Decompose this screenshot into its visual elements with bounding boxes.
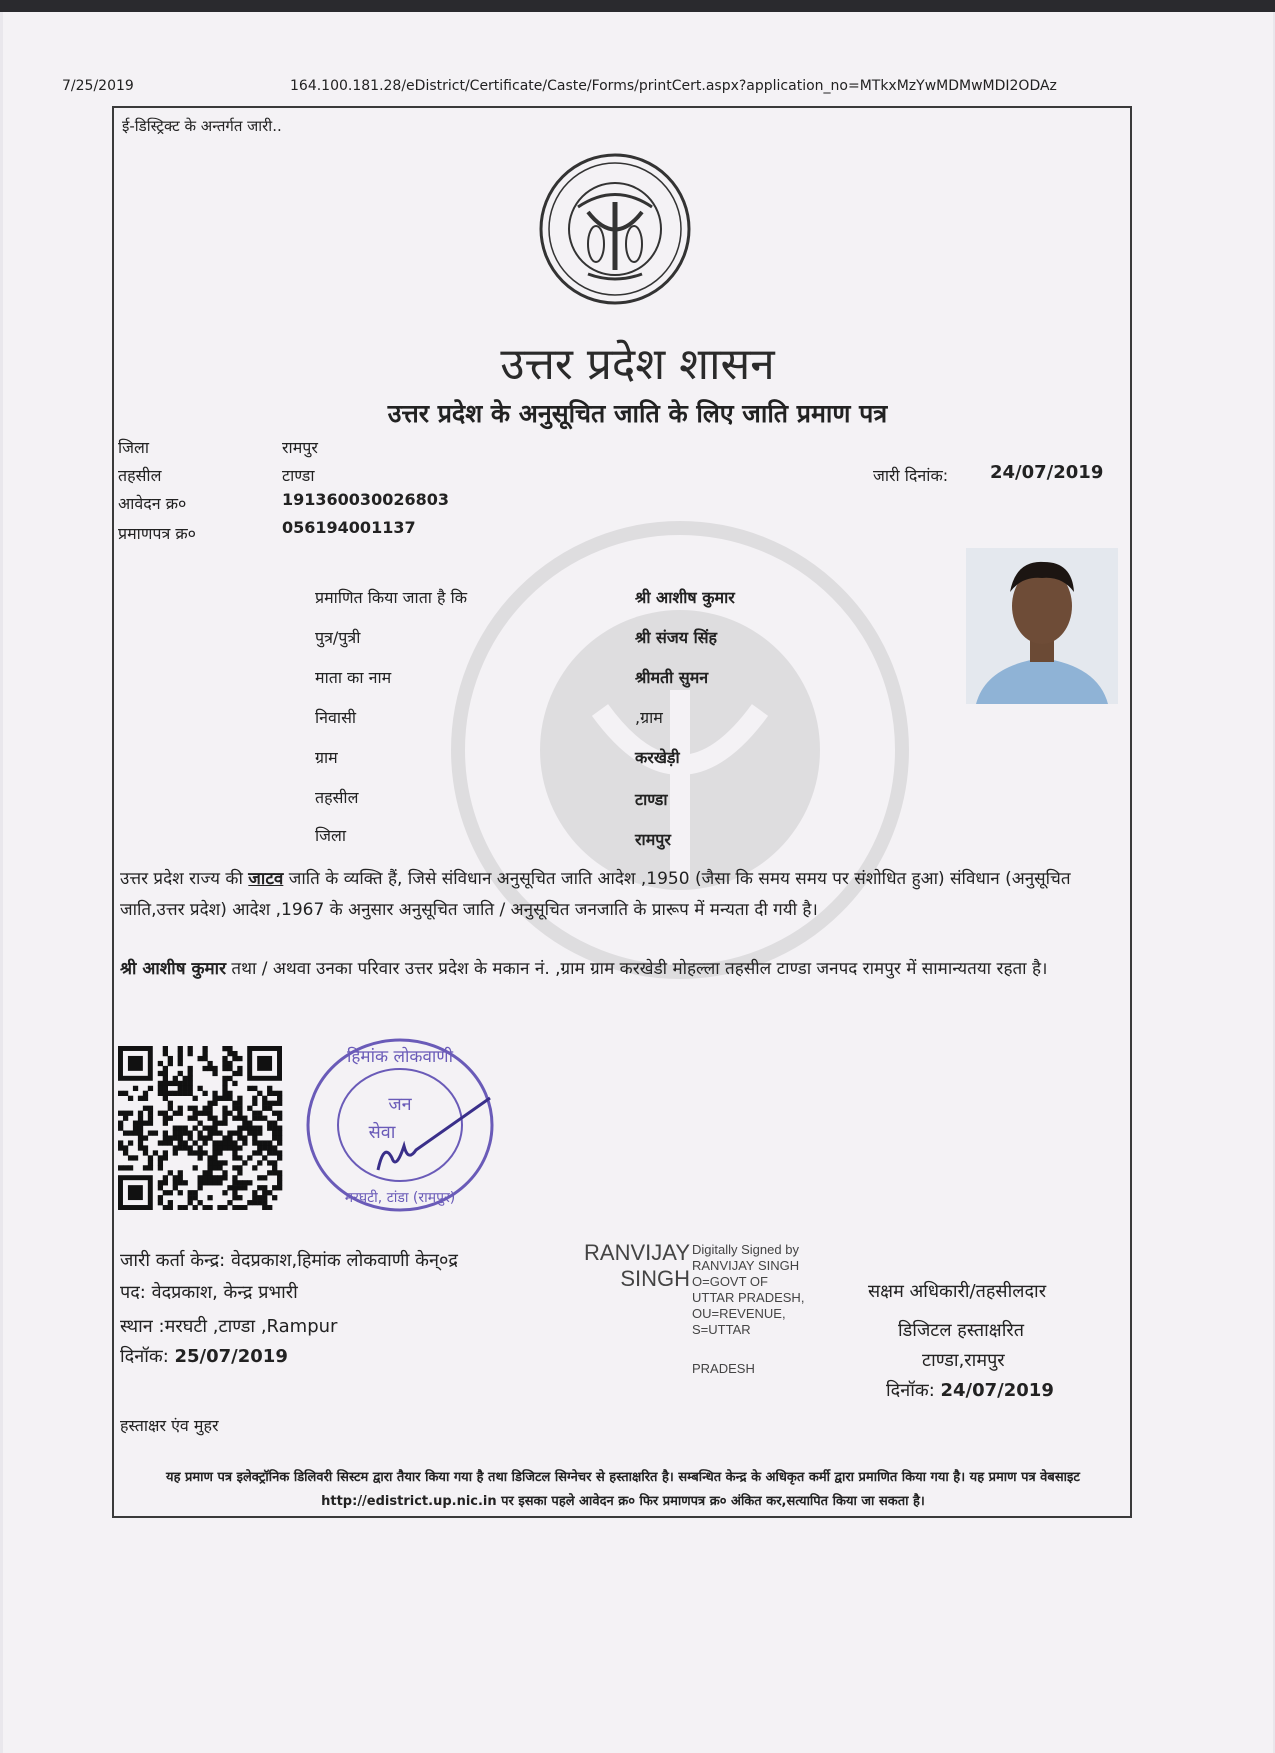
tehsil-value: टाण्डा xyxy=(282,466,315,485)
detail-value-resident: ,ग्राम xyxy=(635,708,663,727)
signature-detail-2: RANVIJAY SINGH xyxy=(692,1258,800,1273)
statement-suffix: जाति के व्यक्ति हैं, जिसे संविधान अनुसूचित जाति आदेश ,1950 (जैसा कि समय समय पर संशोधित हुआ) संविधान (अनुसूचित जाति,उत्तर प्रदेश) आदेश ,1967 के अनुसार अनुसूचित जाति / अनुसूचित जनजाति के प्रारूप में मन्यता दी गयी है। xyxy=(120,869,1071,920)
stamp-ring-text: हिमांक लोकवाणी xyxy=(347,1047,453,1067)
detail-label-district: जिला xyxy=(315,826,347,845)
detail-value-father: श्री संजय सिंह xyxy=(635,628,718,647)
signature-detail-4: UTTAR PRADESH, xyxy=(692,1290,805,1305)
issuing-center-line: जारी कर्ता केन्द्र: वेदप्रकाश,हिमांक लोकवाणी केन्०द्र xyxy=(120,1250,458,1271)
up-state-emblem xyxy=(538,152,692,306)
detail-value-village: करखेड़ी xyxy=(635,748,680,767)
detail-label-village: ग्राम xyxy=(315,748,338,767)
authority-date xyxy=(886,1378,1054,1402)
government-title: उत्तर प्रदेश शासन xyxy=(500,339,775,390)
issue-date: 24/07/2019 xyxy=(990,462,1104,483)
detail-value-name: श्री आशीष कुमार xyxy=(635,588,735,607)
residence-statement xyxy=(120,954,1120,985)
print-date: 7/25/2019 xyxy=(62,78,134,94)
certificate-title: उत्तर प्रदेश के अनुसूचित जाति के लिए जाति प्रमाण पत्र xyxy=(387,399,888,428)
application-label: आवेदन क्र० xyxy=(118,494,187,513)
certificate-number-label: प्रमाणपत्र क्र० xyxy=(118,524,196,543)
issuing-center-post: पद: वेदप्रकाश, केन्द्र प्रभारी xyxy=(120,1282,298,1303)
residence-text: तथा / अथवा उनका परिवार उत्तर प्रदेश के मकान नं. ,ग्राम ग्राम करखेडी मोहल्ला तहसील टाण्डा जनपद रामपुर में सामान्यतया रहता है। xyxy=(226,959,1048,979)
qr-code xyxy=(118,1046,286,1210)
district-value: रामपुर xyxy=(282,438,318,457)
application-number: 191360030026803 xyxy=(282,490,449,509)
detail-label-parent: पुत्र/पुत्री xyxy=(315,628,361,647)
authority-title: सक्षम अधिकारी/तहसीलदार xyxy=(868,1281,1047,1302)
stamp-center-mid: सेवा xyxy=(368,1122,396,1143)
stamp-center-top: जन xyxy=(388,1094,412,1115)
detail-value-mother: श्रीमती सुमन xyxy=(635,668,709,687)
sign-and-seal-label: हस्ताक्षर एंव मुहर xyxy=(120,1416,219,1435)
signature-detail-3: O=GOVT OF xyxy=(692,1274,768,1289)
issuing-center-date xyxy=(120,1344,288,1368)
signature-detail-1: Digitally Signed by xyxy=(692,1242,799,1257)
authority-date-value: 24/07/2019 xyxy=(940,1380,1054,1401)
authority-signed: डिजिटल हस्ताक्षरित xyxy=(898,1320,1024,1341)
authority-place: टाण्डा,रामपुर xyxy=(922,1350,1005,1371)
detail-value-tehsil: टाण्डा xyxy=(635,790,668,809)
signature-detail-6: S=UTTAR xyxy=(692,1322,751,1337)
caste-name: जाटव xyxy=(248,869,284,889)
certificate-number: 056194001137 xyxy=(282,518,416,537)
caste-statement xyxy=(120,864,1120,926)
signature-detail-5: OU=REVENUE, xyxy=(692,1306,786,1321)
verification-footnote: यह प्रमाण पत्र इलेक्ट्रॉनिक डिलिवरी सिस्टम द्वारा तैयार किया गया है तथा डिजिटल सिग्नेचर से हस्ताक्षरित है। सम्बन्धित केन्द्र के अधिकृत कर्मी द्वारा प्रमाणित किया गया है। यह प्रमाण पत्र वेबसाइट http://edistrict.up.nic.in पर इसका पहले आवेदन क्र० फिर प्रमाणपत्र क्र० अंकित कर,सत्यापित किया जा सकता है। xyxy=(166,1470,1080,1509)
issuing-center-place: स्थान :मरघटी ,टाण्डा ,Rampur xyxy=(120,1316,338,1337)
applicant-photo xyxy=(966,548,1118,704)
scan-top-edge xyxy=(0,0,1275,12)
district-label: जिला xyxy=(118,438,150,457)
residence-name: श्री आशीष कुमार xyxy=(120,959,227,979)
center-stamp xyxy=(300,1030,500,1220)
detail-label-resident: निवासी xyxy=(315,708,357,727)
detail-value-district: रामपुर xyxy=(635,830,671,849)
print-url: 164.100.181.28/eDistrict/Certificate/Caste/Forms/printCert.aspx?application_no=MTkxMzYwMDMwMDI2ODAz xyxy=(290,78,1057,94)
tehsil-label: तहसील xyxy=(118,466,162,485)
issued-under-note: ई-डिस्ट्रिक्ट के अन्तर्गत जारी.. xyxy=(122,117,282,135)
signer-name-line1: RANVIJAY xyxy=(584,1240,690,1265)
detail-label-mother: माता का नाम xyxy=(315,668,392,687)
issuing-date-label: दिनॉक: xyxy=(120,1346,169,1367)
signer-name-line2: SINGH xyxy=(620,1266,690,1291)
statement-prefix: उत्तर प्रदेश राज्य की xyxy=(120,869,249,889)
issue-date-label: जारी दिनांक: xyxy=(873,466,949,485)
detail-label-certified: प्रमाणित किया जाता है कि xyxy=(315,588,468,607)
stamp-bottom-text: मरघटी, टांडा (रामपुर) xyxy=(344,1190,456,1206)
signature-detail-7: PRADESH xyxy=(692,1361,755,1376)
issuing-date-value: 25/07/2019 xyxy=(174,1346,288,1367)
detail-label-tehsil: तहसील xyxy=(315,788,359,807)
authority-date-label: दिनॉक: xyxy=(886,1380,935,1401)
